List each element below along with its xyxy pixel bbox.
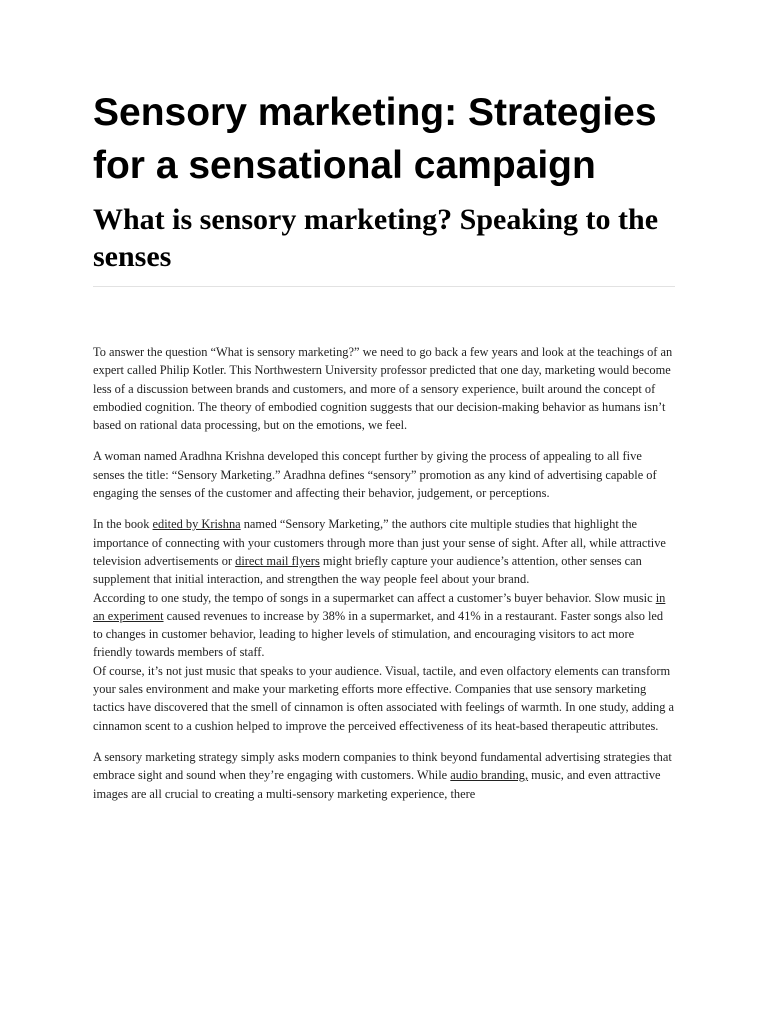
paragraph-3-text-c: might briefly capture your audience’s attention, other senses can supplement that initial interaction, and strengthen the way people feel about your brand.	[93, 553, 642, 587]
paragraph-2: A woman named Aradhna Krishna developed this concept further by giving the process of appealing to all five senses the title: “Sensory Marketing.” Aradhna defines “sensory” promotion as any kind of advertising capable of engaging the senses of the customer and affecting their behavior, judgement, or perceptions.	[93, 449, 657, 501]
paragraph-4	[93, 589, 675, 662]
paragraph-4-text-a: According to one study, the tempo of songs in a supermarket can affect a customer’s buyer behavior. Slow music	[93, 590, 656, 605]
in-an-experiment-link[interactable]: in an experiment	[93, 590, 666, 623]
edited-by-krishna-link[interactable]: edited by Krishna	[152, 517, 241, 532]
paragraph-5: Of course, it’s not just music that speaks to your audience. Visual, tactile, and even olfactory elements can transform your sales environment and make your marketing efforts more effective. Companies that use sensory marketing tactics have discovered that the smell of cinnamon is often associated with feelings of warmth. In one study, adding a cinnamon scent to a cushion helped to improve the perceived effectiveness of its heat-based therapeutic attributes.	[93, 663, 675, 733]
paragraph-3	[93, 515, 675, 588]
paragraph-3-text-b: named “Sensory Marketing,” the authors cite multiple studies that highlight the importance of connecting with your customers through more than just your sense of sight. After all, while attractive television advertisements or	[93, 517, 666, 568]
paragraph-6	[93, 748, 675, 803]
audio-branding-link[interactable]: audio branding,	[450, 768, 529, 783]
paragraph-3-text-a: In the book	[93, 517, 153, 532]
article-body	[93, 343, 675, 803]
article-subtitle: What is sensory marketing? Speaking to the senses	[93, 203, 659, 273]
paragraph-6-text-b: music, and even attractive images are all crucial to creating a multi-sensory marketing experience, there	[93, 768, 661, 801]
paragraph-1: To answer the question “What is sensory marketing?” we need to go back a few years and look at the teachings of an expert called Philip Kotler. This Northwestern University professor predicted that one day, marketing would become less of a discussion between brands and customers, and more of a sensory experience, built around the concept of embodied cognition. The theory of embodied cognition suggests that our decision-making behavior as humans isn’t based on rational data processing, but on the emotions, we feel.	[93, 345, 673, 433]
direct-mail-flyers-link[interactable]: direct mail flyers	[235, 553, 320, 568]
article-title: Sensory marketing: Strategies for a sensational campaign	[93, 91, 657, 187]
section-divider	[93, 286, 675, 287]
paragraph-4-text-b: caused revenues to increase by 38% in a supermarket, and 41% in a restaurant. Faster songs also led to changes in customer behavior, leading to higher levels of stimulation, and encouraging visitors to act more friendly towards members of staff.	[93, 608, 664, 660]
article	[93, 86, 675, 803]
paragraph-6-text-a: A sensory marketing strategy simply asks modern companies to think beyond fundamental advertising strategies that embrace sight and sound when they’re engaging with customers. While	[93, 749, 672, 783]
